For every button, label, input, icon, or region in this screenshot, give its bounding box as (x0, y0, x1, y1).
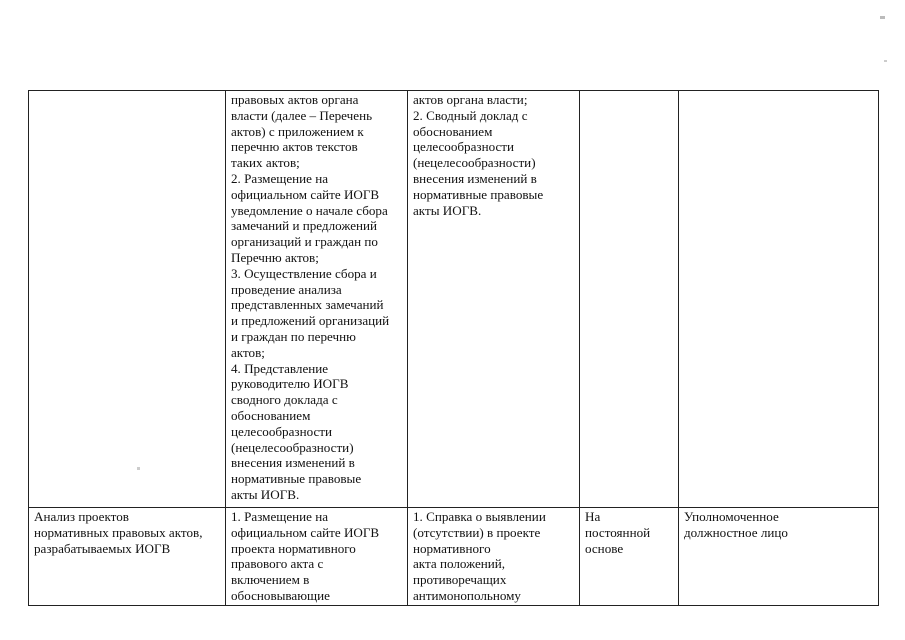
table-cell-deadline (580, 91, 679, 508)
table-cell-responsible (679, 91, 879, 508)
table-cell-stage (29, 91, 226, 508)
table-row (29, 508, 879, 606)
scan-mark (884, 60, 887, 62)
table-cell-results: 1. Справка о выявлении (отсутствии) в проекте нормативного акта положений, противоречащих антимонопольному (408, 508, 580, 606)
table-cell-actions: 1. Размещение на официальном сайте ИОГВ проекта нормативного правового акта с включением в обосновывающие (226, 508, 408, 606)
table-cell-actions: правовых актов органа власти (далее – Перечень актов) с приложением к перечню актов текстов таких актов; 2. Размещение на официальном сайте ИОГВ уведомление о начале сбора замечаний и предложений организаций и граждан по Перечню актов; 3. Осуществление сбора и проведение анализа представленных замечаний и предложений организаций и граждан по перечню актов; 4. Представление руководителю ИОГВ сводного доклада с обоснованием целесообразности (нецелесообразности) внесения изменений в нормативные правовые акты ИОГВ. (226, 91, 408, 508)
scan-mark (880, 16, 885, 19)
table-cell-stage: Анализ проектов нормативных правовых актов, разрабатываемых ИОГВ (29, 508, 226, 606)
document-table (28, 90, 879, 606)
table-cell-deadline: На постоянной основе (580, 508, 679, 606)
table-cell-results: актов органа власти; 2. Сводный доклад с обоснованием целесообразности (нецелесообразности) внесения изменений в нормативные правовые акты ИОГВ. (408, 91, 580, 508)
table-cell-responsible: Уполномоченное должностное лицо (679, 508, 879, 606)
table-row (29, 91, 879, 508)
